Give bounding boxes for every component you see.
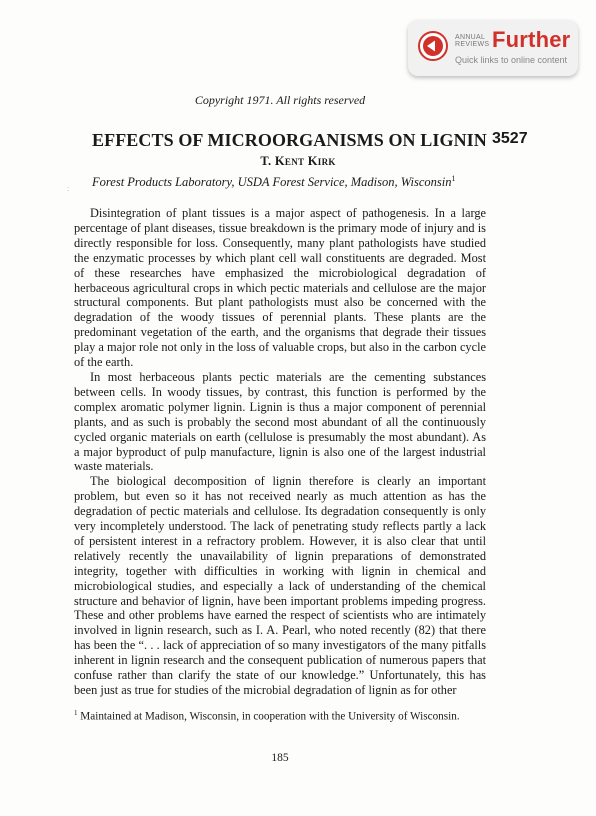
margin-mark: : — [67, 184, 70, 193]
footnote-text: Maintained at Madison, Wisconsin, in cooperation with the University of Wisconsin. — [80, 710, 460, 723]
body-paragraph: In most herbaceous plants pectic materials are the cementing substances between cells. In woody tissues, by contrast, this function is performed by the complex aromatic polymer lignin. Lignin is thus a major component of perennial plants, and as such is probably the second most abundant of all the continuously cycled organic materials on earth (cellulose is presumably the most abundant). As a major byproduct of pulp manufacture, lignin is also one of the largest industrial waste materials. — [74, 369, 486, 474]
article-title: EFFECTS OF MICROORGANISMS ON LIGNIN — [92, 130, 487, 150]
footnote — [74, 706, 486, 724]
body-paragraph: The biological decomposition of lignin therefore is clearly an important problem, but even so it has not received nearly as much attention as has the degradation of pectic materials and cellulose. Its degradation consequently is only very incompletely understood. The lack of penetrating study reflects partly a lack of persistent interest in a refractory problem. However, it is also clear that until relatively recently the unavailability of lignin preparations of demonstrated integrity, together with difficulties in working with lignin in chemical and microbiological studies, and especially a lack of understanding of the chemical structure and behavior of lignin, have been important problems impeding progress. These and other problems have earned the respect of scientists who are intimately involved in lignin research, such as I. A. Pearl, who noted recently (82) that there has been the “. . . lack of appreciation of so many investigators of the many pitfalls inherent in lignin research and the consequent publication of numerous papers that confuse rather than clarify the state of our knowledge.” Unfortunately, this has been just as true for studies of the microbial degradation of lignin as for other — [74, 474, 486, 697]
affiliation-footnote-mark: 1 — [451, 174, 456, 183]
author-name: T. Kent Kirk — [260, 154, 336, 168]
annual-reviews-further-link[interactable] — [408, 20, 578, 76]
page-number: 185 — [271, 752, 289, 764]
annual-reviews-logo-text: ANNUAL REVIEWS — [455, 34, 490, 48]
arrow-left-circle-icon — [418, 31, 448, 61]
article-body — [74, 206, 486, 698]
further-subtitle: Quick links to online content — [455, 55, 568, 65]
copyright-notice: Copyright 1971. All rights reserved — [194, 93, 366, 107]
body-paragraph: Disintegration of plant tissues is a major aspect of pathogenesis. In a large percentage of plant diseases, tissue breakdown is the primary mode of injury and is directly responsible for loss. Consequently, many plant pathologists have studied the enzymatic processes by which plant cell wall constituents are degraded. Most of these researches have emphasized the microbiological degradation of herbaceous agricultural crops in which pectic materials and cellulose are the major structural components. But plant pathologists must also be concerned with the degradation of the woody tissues of perennial plants. These plants are the predominant vegetation of the earth, and the organisms that degrade their tissues play a major role not only in the loss of valuable crops, but also in the carbon cycle of the earth. — [74, 206, 486, 370]
author-affiliation: Forest Products Laboratory, USDA Forest Service, Madison, Wisconsin$^1$ — [92, 174, 456, 190]
further-title: Further — [492, 27, 571, 52]
footnote-mark: 1 — [74, 709, 78, 717]
reference-number: 3527 — [492, 130, 528, 147]
